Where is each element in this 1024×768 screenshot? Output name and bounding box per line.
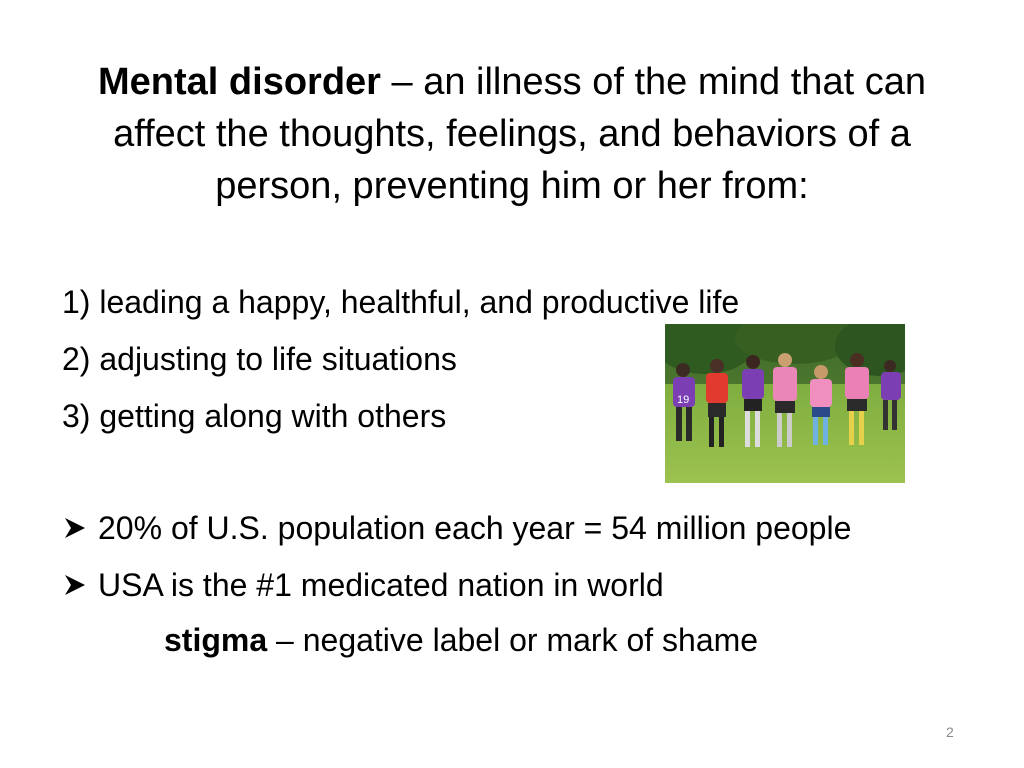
svg-text:19: 19 (677, 394, 690, 406)
bullet-item (62, 500, 982, 557)
bullet-text: USA is the #1 medicated nation in world (98, 567, 664, 603)
title-definition: – an illness of the mind that can affect the thoughts, feelings, and behaviors of a person, preventing him or her from: (113, 61, 926, 207)
list-item: 1) leading a happy, healthful, and productive life (62, 284, 740, 320)
page-number: 2 (946, 724, 954, 740)
stigma-text: – negative label or mark of shame (267, 622, 759, 658)
bullet-text: 20% of U.S. population each year = 54 million people (98, 510, 852, 546)
stigma-term: stigma (164, 622, 268, 658)
stigma-definition (164, 614, 758, 666)
title-term: Mental disorder (98, 61, 381, 103)
arrowhead-bullet-icon (62, 572, 88, 598)
bullet-list (62, 500, 982, 614)
bullet-item (62, 557, 982, 614)
slide-title (60, 56, 964, 212)
arrowhead-bullet-icon (62, 515, 88, 541)
soccer-team-photo (665, 324, 905, 483)
list-item: 2) adjusting to life situations (62, 341, 457, 377)
list-item: 3) getting along with others (62, 398, 447, 434)
